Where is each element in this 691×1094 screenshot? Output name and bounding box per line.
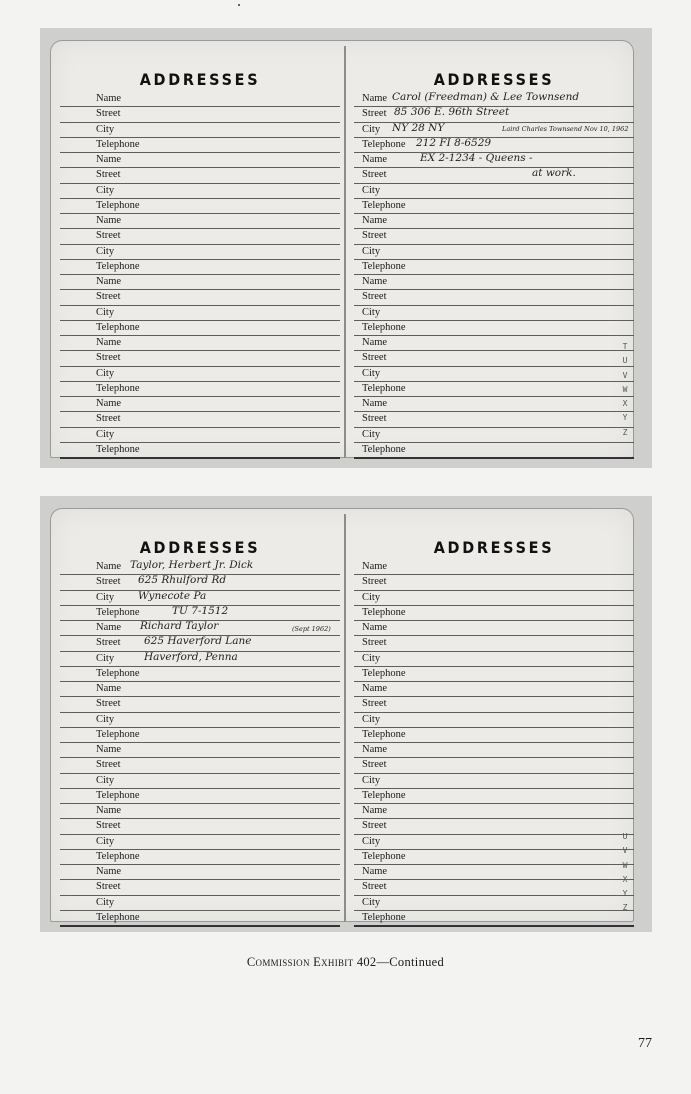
name-label: Name <box>96 622 122 633</box>
book-spine <box>344 514 346 922</box>
street-label: Street <box>362 169 387 181</box>
city-label: City <box>362 184 381 196</box>
tab-letter[interactable]: X <box>622 874 628 884</box>
telephone-label: Telephone <box>96 382 140 394</box>
name-label: Name <box>96 93 122 104</box>
handwritten-name: Taylor, Herbert Jr. Dick <box>130 559 254 571</box>
tab-letter[interactable]: U <box>622 832 628 841</box>
entry-rows <box>60 560 340 927</box>
entry-rows <box>354 560 634 927</box>
handwritten-note-2: at work. <box>532 167 576 180</box>
city-label: City <box>362 591 381 603</box>
tab-letter[interactable]: T <box>622 342 628 351</box>
city-label: City <box>362 896 381 908</box>
alphabet-tabs <box>620 340 630 440</box>
name-label: Name <box>362 622 388 633</box>
tab-letter[interactable]: Z <box>622 903 628 913</box>
street-label: Street <box>96 576 121 588</box>
name-label: Name <box>362 561 388 572</box>
city-label: City <box>362 835 381 847</box>
name-label: Name <box>96 683 122 694</box>
city-label: City <box>96 652 115 664</box>
street-label: Street <box>362 413 387 425</box>
city-label: City <box>362 306 381 318</box>
telephone-label: Telephone <box>362 850 406 862</box>
page-heading: ADDRESSES <box>433 70 555 89</box>
telephone-label: Telephone <box>96 443 140 455</box>
tab-letter[interactable]: Y <box>622 413 628 423</box>
handwritten-street: 625 Rhulford Rd <box>138 574 227 587</box>
left-page <box>60 40 340 458</box>
name-label: Name <box>96 805 122 816</box>
handwritten-name-2: Richard Taylor <box>140 620 219 632</box>
name-label: Name <box>362 215 388 226</box>
handwritten-city: Wynecote Pa <box>138 589 207 602</box>
left-page <box>60 508 340 922</box>
tab-letter[interactable]: Z <box>622 427 628 437</box>
telephone-label: Telephone <box>362 443 406 455</box>
city-label: City <box>96 835 115 847</box>
street-label: Street <box>362 108 387 120</box>
city-label: City <box>96 591 115 603</box>
name-label: Name <box>96 154 122 165</box>
name-label: Name <box>362 744 388 755</box>
telephone-label: Telephone <box>362 260 406 272</box>
street-label: Street <box>362 759 387 771</box>
right-page <box>354 508 634 922</box>
city-label: City <box>362 123 381 135</box>
city-label: City <box>362 774 381 786</box>
name-label: Name <box>362 683 388 694</box>
street-label: Street <box>96 820 121 832</box>
telephone-label: Telephone <box>96 138 140 150</box>
tab-letter[interactable]: V <box>622 370 628 380</box>
street-label: Street <box>362 576 387 588</box>
telephone-label: Telephone <box>362 199 406 211</box>
handwritten-street-2: 625 Haverford Lane <box>144 635 252 648</box>
handwritten-telephone: 212 FI 8-6529 <box>416 136 492 149</box>
handwritten-name: Carol (Freedman) & Lee Townsend <box>392 91 580 103</box>
tab-letter[interactable]: Y <box>622 889 628 898</box>
tab-letter[interactable]: W <box>622 384 628 394</box>
street-label: Street <box>96 759 121 771</box>
name-label: Name <box>362 866 388 877</box>
handwritten-street: 85 306 E. 96th Street <box>394 106 510 119</box>
name-label: Name <box>362 276 388 287</box>
street-label: Street <box>96 698 121 710</box>
handwritten-telephone-2: EX 2-1234 - Queens - <box>420 152 533 164</box>
telephone-label: Telephone <box>362 667 406 679</box>
street-label: Street <box>96 108 121 120</box>
exhibit-caption <box>0 955 691 970</box>
telephone-label: Telephone <box>96 260 140 272</box>
page-number: 77 <box>638 1036 652 1051</box>
telephone-label: Telephone <box>362 728 406 740</box>
telephone-label: Telephone <box>96 667 140 679</box>
page-heading: ADDRESSES <box>139 70 261 89</box>
photo-address-book-2 <box>40 496 652 932</box>
telephone-label: Telephone <box>96 850 140 862</box>
telephone-label: Telephone <box>362 138 406 150</box>
street-label: Street <box>362 637 387 649</box>
handwritten-city-2: Haverford, Penna <box>144 650 238 663</box>
city-label: City <box>96 713 115 725</box>
handwritten-telephone: TU 7-1512 <box>172 604 229 617</box>
speck <box>238 4 240 6</box>
street-label: Street <box>362 820 387 832</box>
name-label: Name <box>96 866 122 877</box>
city-label: City <box>96 184 115 196</box>
street-label: Street <box>362 230 387 242</box>
entry-rows <box>60 92 340 459</box>
city-label: City <box>96 245 115 257</box>
tab-letter[interactable]: V <box>622 846 628 856</box>
city-label: City <box>96 896 115 908</box>
tab-letter[interactable]: X <box>622 399 628 408</box>
city-label: City <box>362 652 381 664</box>
name-label: Name <box>362 93 388 104</box>
name-label: Name <box>96 276 122 287</box>
street-label: Street <box>96 230 121 242</box>
street-label: Street <box>96 169 121 181</box>
name-label: Name <box>96 744 122 755</box>
city-label: City <box>96 774 115 786</box>
alphabet-tabs <box>620 830 630 916</box>
city-label: City <box>362 713 381 725</box>
caption-main: Commission Exhibit 402 <box>246 955 377 969</box>
street-label: Street <box>96 413 121 425</box>
name-label: Name <box>96 337 122 348</box>
city-label: City <box>362 428 381 440</box>
telephone-label: Telephone <box>96 199 140 211</box>
telephone-label: Telephone <box>362 321 406 333</box>
photo-address-book-1 <box>40 28 652 468</box>
handwritten-city: NY 28 NY <box>392 121 445 134</box>
name-label: Name <box>362 154 388 165</box>
city-label: City <box>96 123 115 135</box>
address-book-spread <box>50 508 634 922</box>
page-heading: ADDRESSES <box>139 538 261 557</box>
telephone-label: Telephone <box>96 321 140 333</box>
name-label: Name <box>96 561 122 572</box>
street-label: Street <box>362 698 387 710</box>
tab-letter[interactable]: W <box>622 860 628 870</box>
street-label: Street <box>362 881 387 893</box>
right-page <box>354 40 634 458</box>
city-label: City <box>96 428 115 440</box>
handwritten-note: Laird Charles Townsend Nov 10, 1962 <box>502 124 629 133</box>
telephone-label: Telephone <box>362 911 406 923</box>
city-label: City <box>96 306 115 318</box>
telephone-label: Telephone <box>362 606 406 618</box>
name-label: Name <box>96 215 122 226</box>
name-label: Name <box>96 398 122 409</box>
book-spine <box>344 46 346 458</box>
telephone-label: Telephone <box>362 382 406 394</box>
address-book-spread <box>50 40 634 458</box>
street-label: Street <box>96 637 121 649</box>
telephone-label: Telephone <box>362 789 406 801</box>
street-label: Street <box>96 352 121 364</box>
handwritten-date-note: (Sept 1962) <box>292 625 331 633</box>
street-label: Street <box>362 352 387 364</box>
entry-rows <box>354 92 634 459</box>
name-label: Name <box>362 337 388 348</box>
telephone-label: Telephone <box>96 789 140 801</box>
street-label: Street <box>362 291 387 303</box>
tab-letter[interactable]: U <box>622 356 628 366</box>
telephone-label: Telephone <box>96 728 140 740</box>
city-label: City <box>96 367 115 379</box>
page-heading: ADDRESSES <box>433 538 555 557</box>
street-label: Street <box>96 291 121 303</box>
name-label: Name <box>362 805 388 816</box>
city-label: City <box>362 245 381 257</box>
telephone-label: Telephone <box>96 911 140 923</box>
street-label: Street <box>96 881 121 893</box>
caption-suffix: —Continued <box>376 955 445 969</box>
city-label: City <box>362 367 381 379</box>
telephone-label: Telephone <box>96 606 140 618</box>
name-label: Name <box>362 398 388 409</box>
